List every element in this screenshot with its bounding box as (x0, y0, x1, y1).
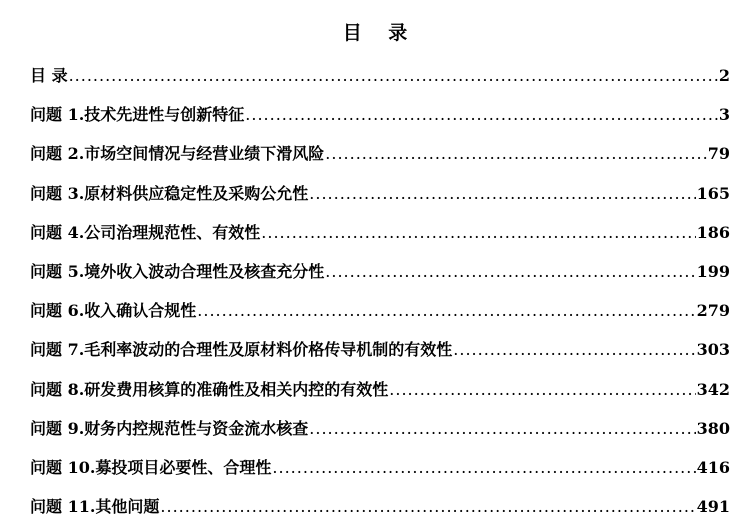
toc-page-number: 2 (718, 66, 730, 85)
toc-entry-label: 问题 8.研发费用核算的准确性及相关内控的有效性 (30, 379, 389, 399)
toc-entry-question-5[interactable] (30, 252, 730, 291)
toc-page-number: 199 (696, 261, 730, 281)
toc-entry-question-8[interactable] (30, 370, 730, 409)
toc-heading: 目 录 (342, 22, 418, 44)
toc-entry-question-7[interactable] (30, 330, 730, 369)
toc-page-number: 491 (696, 497, 730, 517)
dot-leader (389, 370, 695, 409)
toc-entry-contents[interactable] (30, 56, 730, 95)
toc-page-number: 380 (696, 418, 730, 438)
toc-page-number: 342 (696, 379, 730, 399)
dot-leader (197, 291, 695, 330)
dot-leader (309, 409, 695, 448)
toc-entry-label: 目 录 (30, 66, 68, 85)
toc-entry-question-2[interactable] (30, 134, 730, 173)
toc-entry-label: 问题 3.原材料供应稳定性及采购公允性 (30, 183, 309, 203)
dot-leader (453, 330, 695, 369)
toc-entry-label: 问题 2.市场空间情况与经营业绩下滑风险 (30, 144, 325, 164)
toc-page-number: 186 (696, 222, 730, 242)
dot-leader (160, 487, 695, 526)
toc-entry-question-3[interactable] (30, 174, 730, 213)
toc-page-number: 279 (696, 301, 730, 321)
dot-leader (309, 174, 695, 213)
toc-entry-label: 问题 5.境外收入波动合理性及核查充分性 (30, 261, 325, 281)
dot-leader (261, 213, 695, 252)
toc-entry-question-4[interactable] (30, 213, 730, 252)
toc-page-number: 165 (696, 183, 730, 203)
toc-page-number: 416 (696, 457, 730, 477)
toc-entry-label: 问题 1.技术先进性与创新特征 (30, 105, 245, 125)
toc-entry-question-9[interactable] (30, 409, 730, 448)
dot-leader (272, 448, 695, 487)
toc-entry-label: 问题 11.其他问题 (30, 497, 160, 517)
table-of-contents (30, 56, 730, 526)
toc-entry-label: 问题 7.毛利率波动的合理性及原材料价格传导机制的有效性 (30, 340, 453, 360)
toc-entry-label: 问题 10.募投项目必要性、合理性 (30, 457, 272, 477)
toc-entry-question-10[interactable] (30, 448, 730, 487)
dot-leader (325, 252, 695, 291)
toc-entry-question-1[interactable] (30, 95, 730, 134)
dot-leader (69, 56, 718, 95)
toc-entry-label: 问题 6.收入确认合规性 (30, 301, 197, 321)
dot-leader (245, 95, 718, 134)
toc-entry-label: 问题 4.公司治理规范性、有效性 (30, 222, 261, 242)
toc-page-number: 303 (696, 340, 730, 360)
toc-entry-label: 问题 9.财务内控规范性与资金流水核查 (30, 418, 309, 438)
toc-entry-question-6[interactable] (30, 291, 730, 330)
toc-entry-question-11[interactable] (30, 487, 730, 526)
dot-leader (325, 134, 706, 173)
toc-page-number: 3 (718, 105, 730, 125)
toc-page-number: 79 (707, 144, 730, 164)
